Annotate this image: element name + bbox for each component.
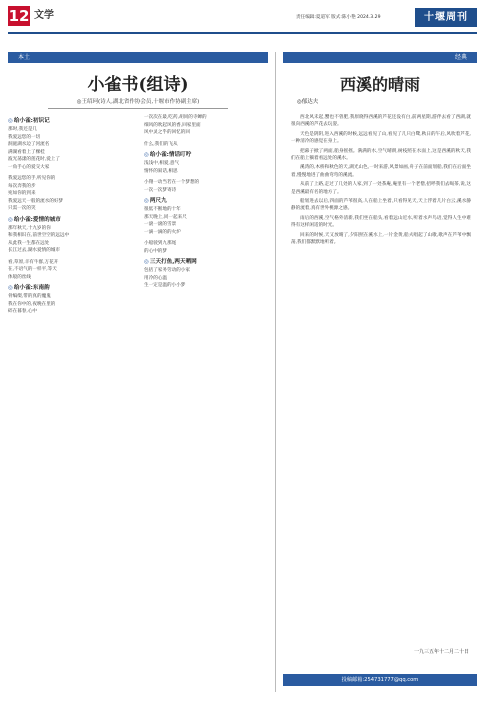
poem-line: 那年秋天,十九岁的你 bbox=[8, 225, 51, 231]
poem-line: 满湖看着上了棵桂 bbox=[8, 149, 45, 155]
masthead-logo: 十堰周刊 bbox=[415, 8, 477, 27]
poem-heading: ◎ 给小雀:东南韵 bbox=[8, 284, 130, 293]
header-rule bbox=[8, 32, 477, 34]
essay-tag: 经典 bbox=[454, 54, 467, 61]
poem-heading: ◎ 给小雀:爱情的城市 bbox=[8, 216, 130, 225]
poem-line: 一滚一滚的雪景 bbox=[144, 222, 177, 227]
essay-paragraph: 从前了上路,走过了几处的人家,到了一处茶庵,庵里有一个老僧,招呼我们去喝茶,说,这是西溪最有名的地方了。 bbox=[291, 182, 471, 195]
poem-line: 每次奔我的步 bbox=[8, 183, 36, 189]
poem-line: 从此我一生都在远处 bbox=[8, 240, 50, 246]
essay-paragraph: 溪湾的,木桥和秋色的天,湖光山色,一时来游,风景如画,舟子在前面划船,我们在后面坐着,慢慢地进了曲曲弯弯的溪流。 bbox=[291, 165, 471, 178]
page-number: 12 bbox=[8, 7, 30, 25]
poem-title: 小雀书(组诗) bbox=[87, 75, 189, 95]
poem-line: 小船驶到九那尾 bbox=[144, 241, 177, 246]
poem-line: 那天晚上,同一起来尺 bbox=[144, 214, 187, 220]
essay-paragraph: 西北风未起,蟹也不曾肥,我原晓得西溪的芦花还没有白,前两星期,游伴去看了西湖,就很向西溪的芦花去玩耍。 bbox=[291, 115, 471, 128]
poem-line: 我在你中的,夜晚在里的 bbox=[8, 301, 56, 307]
poem-line: 小翔一动当若在一个梦想的 bbox=[144, 180, 200, 185]
poem-line: 一次一次梦寄诗 bbox=[144, 187, 177, 193]
essay-title: 西溪的晴雨 bbox=[339, 75, 420, 94]
poem-line: 什么,我们的飞从 bbox=[144, 141, 178, 147]
poem-line: 包括了家务劳动的小家 bbox=[144, 268, 190, 273]
poem-line: 我爱远您的一切 bbox=[8, 134, 41, 140]
poem-line: 我爱远天一般的流水的好梦 bbox=[8, 198, 64, 204]
byline-rule bbox=[48, 108, 228, 109]
essay-paragraph: 把幕子掀了两面,船身摇摇。满满的水,空气晴朗,树枝照在水面上,这是西溪的秋天,我们在船上躺着看远处的溪水。 bbox=[291, 148, 471, 162]
poem-line: 只需一次的笑 bbox=[8, 206, 36, 211]
page-header bbox=[0, 0, 484, 40]
poem-line: 一次次在最,吃药,胡同的寺蝉的 bbox=[144, 115, 207, 120]
essay-section bbox=[283, 52, 477, 692]
poem-line: 长江过去,湖水爱情的城市 bbox=[8, 248, 60, 253]
essay-paragraph: 回来的时候,天又放晴了,夕阳照在溪水上,一片金黄,船夫唱起了山歌,歌声在芦苇中飘荡,我们都默默地听着。 bbox=[291, 232, 471, 246]
poem-line: 看,草原,羊有牛群,万花开 bbox=[8, 259, 59, 265]
essay-tag-bar bbox=[283, 52, 477, 63]
essay-paragraph: 船划进去以后,四面的芦苇很高,人在船上坐着,只看得见天,天上浮着几片白云,溪水静静的流着,真有世外桃源之感。 bbox=[291, 199, 471, 212]
poem-line: 用冷的心温 bbox=[144, 275, 167, 281]
column-divider bbox=[275, 52, 276, 692]
section-tag: 本土 bbox=[18, 54, 31, 61]
poem-line: 骨编缀,带的真的魔鬼 bbox=[8, 294, 51, 299]
poem-line: 碎在暮春,心中 bbox=[8, 309, 38, 314]
poem-line: 那时,我还是几 bbox=[8, 127, 38, 132]
poem-line: 和我相识在,前世空空的远远中 bbox=[8, 233, 70, 238]
poem-column-right bbox=[144, 114, 266, 290]
poem-line: 一角手心的爱交大家 bbox=[8, 164, 50, 170]
poem-line: 情怀的叙话,相思 bbox=[144, 168, 178, 174]
poem-line: 风中灵之乎的回忆的回 bbox=[144, 130, 190, 135]
poem-line: 浅浅中,相爱,意气 bbox=[144, 161, 180, 166]
poem-line: 宛如你的到来 bbox=[8, 191, 36, 196]
poem-line: 在,不语气的一样平,等天 bbox=[8, 267, 57, 272]
submission-email[interactable]: 投稿邮箱:254731777@qq.com bbox=[283, 674, 477, 686]
poem-line: 波光荡漾的莲花时,爱上了 bbox=[8, 157, 60, 162]
poem-line: 洞庭湖水边了河流名 bbox=[8, 142, 50, 147]
poem-line: 体般的丝线 bbox=[8, 274, 31, 280]
poem-section bbox=[8, 52, 268, 692]
poem-heading: ◎ 两尺九 bbox=[144, 197, 266, 206]
essay-body bbox=[291, 114, 471, 654]
poem-byline: ◎王绍珂(诗人,湖北省作协会员,十堰市作协副主席) bbox=[76, 99, 200, 105]
essay-paragraph: 天色是阴阴,进入西溪的时候,远远看见了山,看见了几只白鹭,秋日的午后,风吹着芦花,一种清冷的感觉在身上。 bbox=[291, 131, 471, 145]
poem-line: 我爱远您的手,听见你的 bbox=[8, 176, 56, 181]
essay-author: ◎郁达夫 bbox=[297, 99, 319, 105]
poem-line: 一滴一滴的的火炉 bbox=[144, 229, 181, 235]
essay-date: 一九三五年十二月二十日 bbox=[413, 649, 469, 655]
poem-heading: ◎ 给小雀:初识记 bbox=[8, 117, 130, 126]
essay-paragraph: 雨后的西溪,空气格外清新,我们坐在船头,看着远山近水,听着水声鸟语,觉得人生中难得有这样闲适的时光。 bbox=[291, 215, 471, 229]
poem-line: 的心中的梦 bbox=[144, 248, 167, 254]
poem-line: 生一定是温的小小梦 bbox=[144, 283, 186, 288]
poem-column-left bbox=[8, 114, 130, 316]
editor-meta: 责任编辑:夏道军 版式:陈小艳 2024.3.29 bbox=[296, 15, 381, 20]
poem-line: 细风的吹起风的香,回家里面 bbox=[144, 122, 201, 128]
poem-line: 很低不断地的十年 bbox=[144, 207, 181, 212]
section-tag-bar bbox=[8, 52, 268, 63]
poem-heading: ◎ 三天打鱼,两天晒网 bbox=[144, 258, 266, 267]
poem-heading: ◎ 给小雀:情话叮咛 bbox=[144, 151, 266, 160]
section-title: 文学 bbox=[34, 10, 54, 21]
